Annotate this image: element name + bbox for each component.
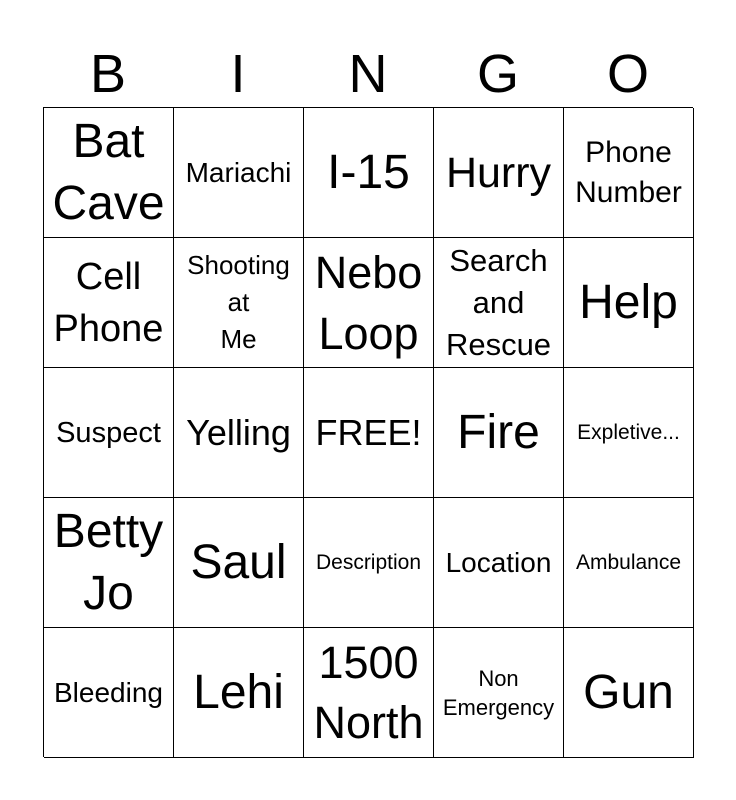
header-letter-n: N <box>348 44 388 104</box>
cell-text: Bat Cave <box>52 114 165 230</box>
free-space-label: FREE! <box>315 411 422 453</box>
cell-text: Location <box>445 546 552 578</box>
bingo-cell[interactable] <box>304 628 434 758</box>
bingo-cell[interactable] <box>564 368 694 498</box>
bingo-cell[interactable] <box>44 498 174 628</box>
header-letter-o: O <box>606 44 649 104</box>
cell-text: Cell Phone <box>53 255 164 350</box>
header-letter-b: B <box>89 44 127 104</box>
bingo-cell[interactable] <box>174 108 304 238</box>
cell-text: Lehi <box>193 665 284 719</box>
bingo-cell[interactable] <box>434 368 564 498</box>
bingo-cell[interactable] <box>434 498 564 628</box>
cell-text: Search and Rescue <box>445 242 552 362</box>
bingo-cell[interactable] <box>174 368 304 498</box>
cell-text: Fire <box>457 405 540 459</box>
bingo-cell[interactable] <box>174 498 304 628</box>
bingo-cell[interactable] <box>304 108 434 238</box>
cell-text: Gun <box>583 665 674 719</box>
bingo-cell[interactable] <box>434 628 564 758</box>
bingo-cell[interactable] <box>304 498 434 628</box>
cell-text: Non Emergency <box>442 665 555 720</box>
cell-text: Mariachi <box>185 156 292 188</box>
cell-text: Help <box>579 275 678 329</box>
cell-text: Shooting at Me <box>187 250 290 354</box>
bingo-card-grid <box>43 107 693 757</box>
bingo-cell[interactable] <box>434 108 564 238</box>
cell-text: Bleeding <box>54 676 163 708</box>
bingo-cell[interactable] <box>44 368 174 498</box>
bingo-cell[interactable] <box>564 108 694 238</box>
cell-text: Saul <box>190 535 287 589</box>
cell-text: 1500 North <box>313 636 424 748</box>
cell-text: Yelling <box>186 411 291 453</box>
cell-text: Description <box>315 550 422 574</box>
header-letter-i: I <box>230 44 246 104</box>
bingo-cell[interactable] <box>44 628 174 758</box>
bingo-cell[interactable] <box>564 238 694 368</box>
bingo-cell[interactable] <box>174 628 304 758</box>
free-space-cell[interactable] <box>304 368 434 498</box>
bingo-cell[interactable] <box>564 628 694 758</box>
header-letter-g: G <box>476 44 519 104</box>
cell-text: I-15 <box>327 145 410 199</box>
cell-text: Betty Jo <box>53 504 164 620</box>
cell-text: Nebo Loop <box>314 246 423 359</box>
cell-text: Hurry <box>445 148 552 197</box>
cell-text: Expletive... <box>577 420 680 444</box>
cell-text: Ambulance <box>575 550 682 574</box>
bingo-header <box>43 40 693 108</box>
bingo-cell[interactable] <box>304 238 434 368</box>
bingo-cell[interactable] <box>44 238 174 368</box>
cell-text: Phone Number <box>575 135 682 209</box>
bingo-cell[interactable] <box>44 108 174 238</box>
cell-text: Suspect <box>56 416 161 449</box>
bingo-cell[interactable] <box>174 238 304 368</box>
bingo-cell[interactable] <box>564 498 694 628</box>
bingo-cell[interactable] <box>434 238 564 368</box>
